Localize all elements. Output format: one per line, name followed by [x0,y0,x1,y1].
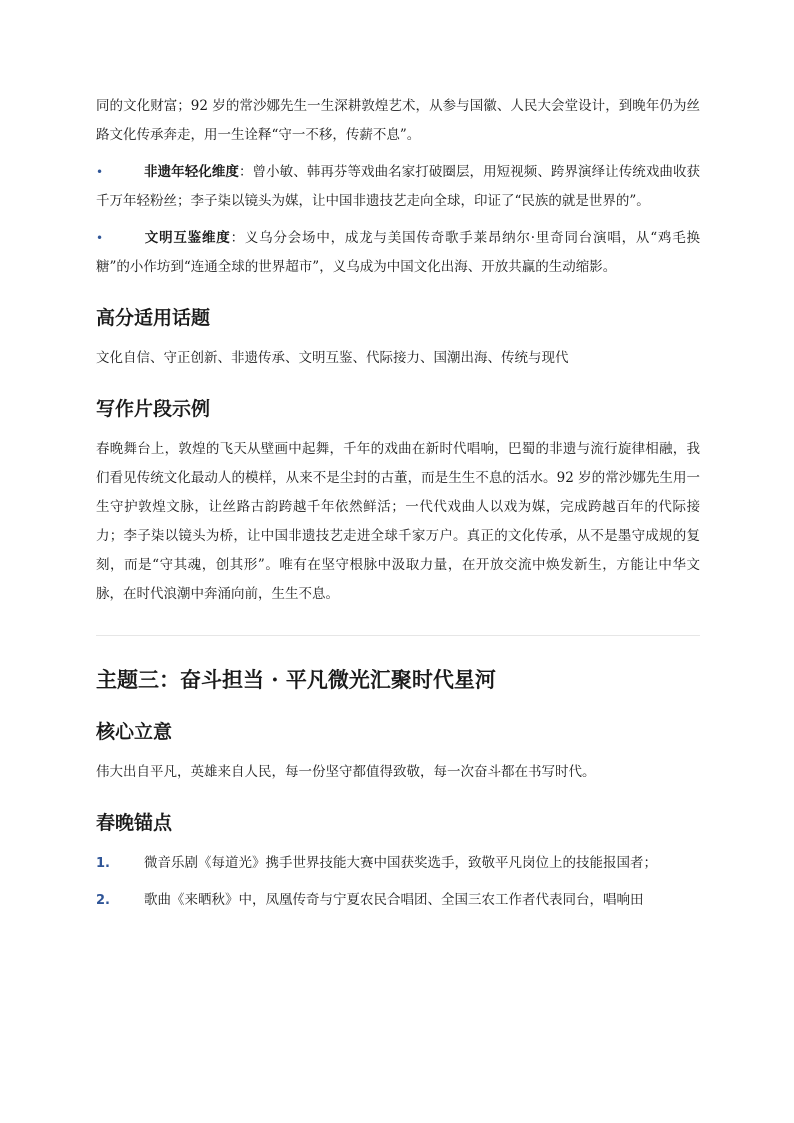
theme-title: 主题三：奋斗担当 · 平凡微光汇聚时代星河 [96,667,496,692]
example-text: 春晚舞台上，敦煌的飞天从壁画中起舞，千年的戏曲在新时代唱响，巴蜀的非遗与流行旋律相融，我们看见传统文化最动人的模样，从来不是尘封的古董，而是生生不息的活水。92 岁的常沙娜先生用一生守护敦煌文脉，让丝路古韵跨越千年依然鲜活；一代代戏曲人以戏为媒，完成跨越百年的代际接力；李子柒以镜头为桥，让中国非遗技艺走进全球千家万户。真正的文化传承，从不是墨守成规的复刻，而是“守其魂，创其形”。唯有在坚守根脉中汲取力量，在开放交流中焕发新生，方能让中华文脉，在时代浪潮中奔涌向前，生生不息。 [96,441,700,602]
section-divider [96,635,700,636]
example-heading: 写作片段示例 [96,398,211,420]
list-text: 微音乐剧《每道光》携手世界技能大赛中国获奖选手，致敬平凡岗位上的技能报国者； [144,855,657,871]
anchor-heading: 春晚锚点 [96,812,173,834]
bullet-marker: • [96,165,104,179]
list-item [96,886,700,915]
bullet-label: 非遗年轻化维度 [144,164,239,180]
intro-paragraph: 同的文化财富；92 岁的常沙娜先生一生深耕敦煌艺术，从参与国徽、人民大会堂设计，到晚年仍为丝路文化传承奔走，用一生诠释“守一不移，传薪不息”。 [96,98,700,143]
list-item [96,849,700,878]
bullet-item-exchange [96,224,700,282]
list-number: 2. [96,893,110,908]
bullet-text: ：义乌分会场中，成龙与美国传奇歌手莱昂纳尔·里奇同台演唱，从“鸡毛换糖”的小作坊到“连通全球的世界超市”，义乌成为中国文化出海、开放共赢的生动缩影。 [96,230,701,275]
bullet-text: ：曾小敏、韩再芬等戏曲名家打破圈层，用短视频、跨界演绎让传统戏曲收获千万年轻粉丝；李子柒以镜头为媒，让中国非遗技艺走向全球，印证了“民族的就是世界的”。 [96,164,701,209]
list-text: 歌曲《来晒秋》中，凤凰传奇与宁夏农民合唱团、全国三农工作者代表同台，唱响田 [144,892,644,908]
core-text: 伟大出自平凡，英雄来自人民，每一份坚守都值得致敬，每一次奋斗都在书写时代。 [96,764,596,780]
list-number: 1. [96,856,110,871]
core-heading: 核心立意 [96,721,173,743]
bullet-marker: • [96,231,104,245]
bullet-label: 文明互鉴维度 [144,230,231,246]
bullet-item-heritage [96,158,700,216]
document-page [96,92,700,923]
topics-text: 文化自信、守正创新、非遗传承、文明互鉴、代际接力、国潮出海、传统与现代 [96,350,569,366]
topics-heading: 高分适用话题 [96,307,211,329]
